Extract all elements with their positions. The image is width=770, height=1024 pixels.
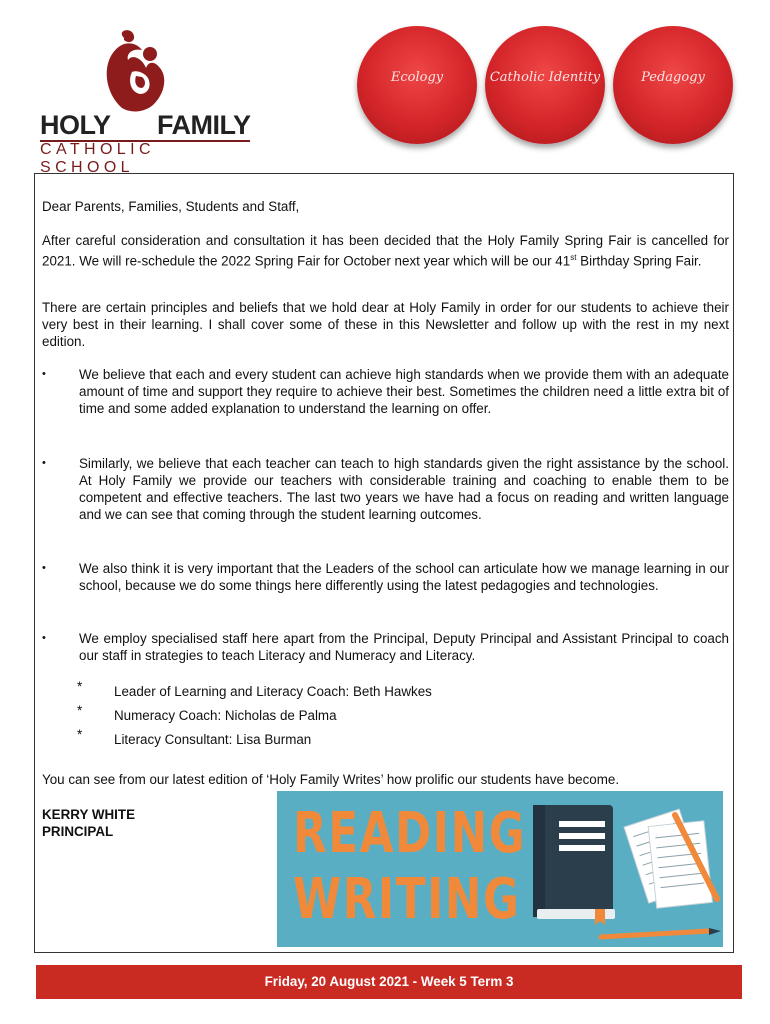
holy-family-figure-icon: [102, 28, 172, 113]
paragraph-text: After careful consideration and consultation it has been decided that the Holy Family Spring Fair is cancelled for 2021. We will re-schedule the 2022 Spring Fair for October next year which will be our 41: [42, 233, 729, 269]
school-name-holy: HOLY: [40, 110, 111, 140]
value-circles: [355, 26, 740, 146]
bullet-text: We employ specialised staff here apart from the Principal, Deputy Principal and Assistant Principal to coach our staff in strategies to teach Literacy and Numeracy and Literacy.: [79, 631, 729, 663]
circle-label: Pedagogy: [641, 70, 705, 85]
list-item: [77, 679, 577, 706]
principal-letter: [34, 173, 734, 953]
list-item: [77, 727, 577, 754]
signature-title: PRINCIPAL: [42, 824, 114, 839]
asterisk-icon: *: [77, 679, 83, 694]
book-and-papers-icon: [525, 791, 723, 947]
banner-word-writing: WRITING: [293, 867, 521, 932]
bullet-text: We also think it is very important that the Leaders of the school can articulate how we manage learning in our school, because we do some things here differently using the latest pedagogies and technologies.: [79, 561, 729, 593]
paragraph-principles: There are certain principles and beliefs that we hold dear at Holy Family in order for our students to achieve their very best in their learning. I shall cover some of these in this Newsletter and follow up with the rest in my next edition.: [42, 300, 729, 349]
footer-date-bar: Friday, 20 August 2021 - Week 5 Term 3: [36, 965, 742, 999]
list-item: [77, 703, 577, 730]
asterisk-icon: *: [77, 703, 83, 718]
staff-entry: Literacy Consultant: Lisa Burman: [114, 732, 312, 747]
staff-list: [77, 679, 577, 754]
circle-label: Catholic Identity: [489, 70, 601, 85]
bullet-icon: •: [42, 457, 46, 469]
circle-catholic-identity: [485, 26, 605, 144]
circle-ecology: [357, 26, 477, 144]
school-logo: [40, 28, 255, 176]
school-subtitle: CATHOLIC SCHOOL: [40, 141, 155, 176]
circle-label: Ecology: [390, 70, 444, 85]
signature: [42, 806, 135, 840]
school-name-family: FAMILY: [157, 110, 251, 140]
bullet-text: Similarly, we believe that each teacher can teach to high standards given the right assistance by the school. At Holy Family we provide our teachers with considerable training and coaching to enable them to be competent and effective teachers. The last two years we have had a focus on reading and written language and we can see that coming through the student learning outcomes.: [79, 456, 729, 522]
banner-word-reading: READING: [293, 801, 527, 866]
bullet-icon: •: [42, 368, 46, 380]
asterisk-icon: *: [77, 727, 83, 742]
bullet-text: We believe that each and every student can achieve high standards when we provide them with an adequate amount of time and support they require to achieve their best. Sometimes the children need a little extra bit of time and some added explanation to understand the learning on offer.: [79, 367, 729, 416]
signature-name: KERRY WHITE: [42, 807, 135, 822]
ordinal-suffix: st: [570, 253, 577, 262]
reading-writing-banner: [277, 791, 723, 947]
paragraph-spring-fair: [42, 232, 729, 269]
paragraph-text: Birthday Spring Fair.: [576, 253, 702, 269]
staff-entry: Numeracy Coach: Nicholas de Palma: [114, 708, 337, 723]
circle-pedagogy: [613, 26, 733, 144]
bullet-icon: •: [42, 632, 46, 644]
closing-paragraph: You can see from our latest edition of ‘Holy Family Writes’ how prolific our students have become.: [42, 772, 620, 787]
staff-entry: Leader of Learning and Literacy Coach: Beth Hawkes: [114, 684, 432, 699]
bullet-icon: •: [42, 562, 46, 574]
greeting: Dear Parents, Families, Students and Staff,: [42, 199, 300, 214]
